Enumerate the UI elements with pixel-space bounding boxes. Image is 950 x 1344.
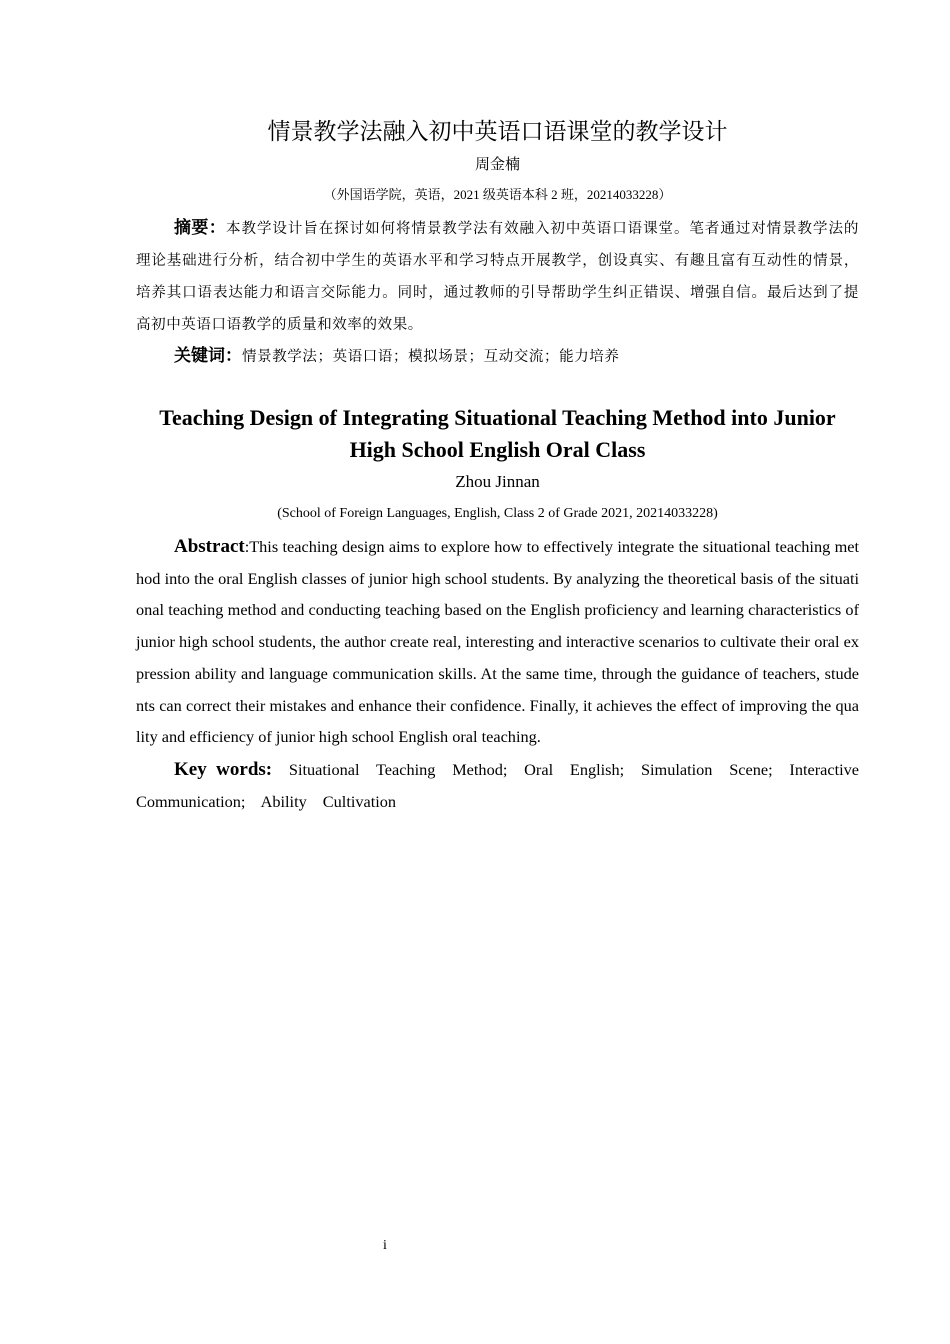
- chinese-abstract-label: 摘要：: [174, 218, 227, 238]
- page-number: i: [383, 1238, 387, 1253]
- english-title: Teaching Design of Integrating Situational Teaching Method into Junior High School English Oral Class: [159, 405, 836, 462]
- english-abstract: [136, 531, 859, 753]
- chinese-keywords: [136, 340, 859, 373]
- chinese-keywords-text: 情景教学法；英语口语；模拟场景；互动交流；能力培养: [242, 349, 620, 365]
- english-keywords: [136, 754, 859, 817]
- chinese-title: 情景教学法融入初中英语口语课堂的教学设计: [267, 119, 728, 145]
- english-abstract-label: Abstract: [174, 536, 245, 557]
- english-keywords-label: Key words:: [174, 759, 273, 780]
- english-abstract-text: :This teaching design aims to explore how to effectively integrate the situational teaching method into the oral English classes of junior high school students. By analyzing the theoretical basis of the situational teaching method and conducting teaching based on the English proficiency and learning characteristics of junior high school students, the author create real, interesting and interactive scenarios to cultivate their oral expression ability and language communication skills. At the same time, through the guidance of teachers, students can correct their mistakes and enhance their confidence. Finally, it achieves the effect of improving the quality and efficiency of junior high school English oral teaching.: [136, 537, 859, 747]
- chinese-abstract: [136, 212, 859, 341]
- chinese-abstract-text: 本教学设计旨在探讨如何将情景教学法有效融入初中英语口语课堂。笔者通过对情景教学法的理论基础进行分析，结合初中学生的英语水平和学习特点开展教学，创设真实、有趣且富有互动性的情景，培养其口语表达能力和语言交际能力。同时，通过教师的引导帮助学生纠正错误、增强自信。最后达到了提高初中英语口语教学的质量和效率的效果。: [136, 221, 859, 333]
- english-affiliation: (School of Foreign Languages, English, Class 2 of Grade 2021, 20214033228): [277, 506, 718, 521]
- chinese-affiliation: （外国语学院，英语，2021 级英语本科 2 班，20214033228）: [323, 187, 672, 202]
- chinese-keywords-label: 关键词：: [174, 346, 242, 366]
- chinese-author: 周金楠: [474, 155, 520, 173]
- english-keywords-text: Situational Teaching Method; Oral English; Simulation Scene; Interactive Communication; Ability Cultivation: [136, 760, 860, 811]
- english-author: Zhou Jinnan: [455, 472, 540, 491]
